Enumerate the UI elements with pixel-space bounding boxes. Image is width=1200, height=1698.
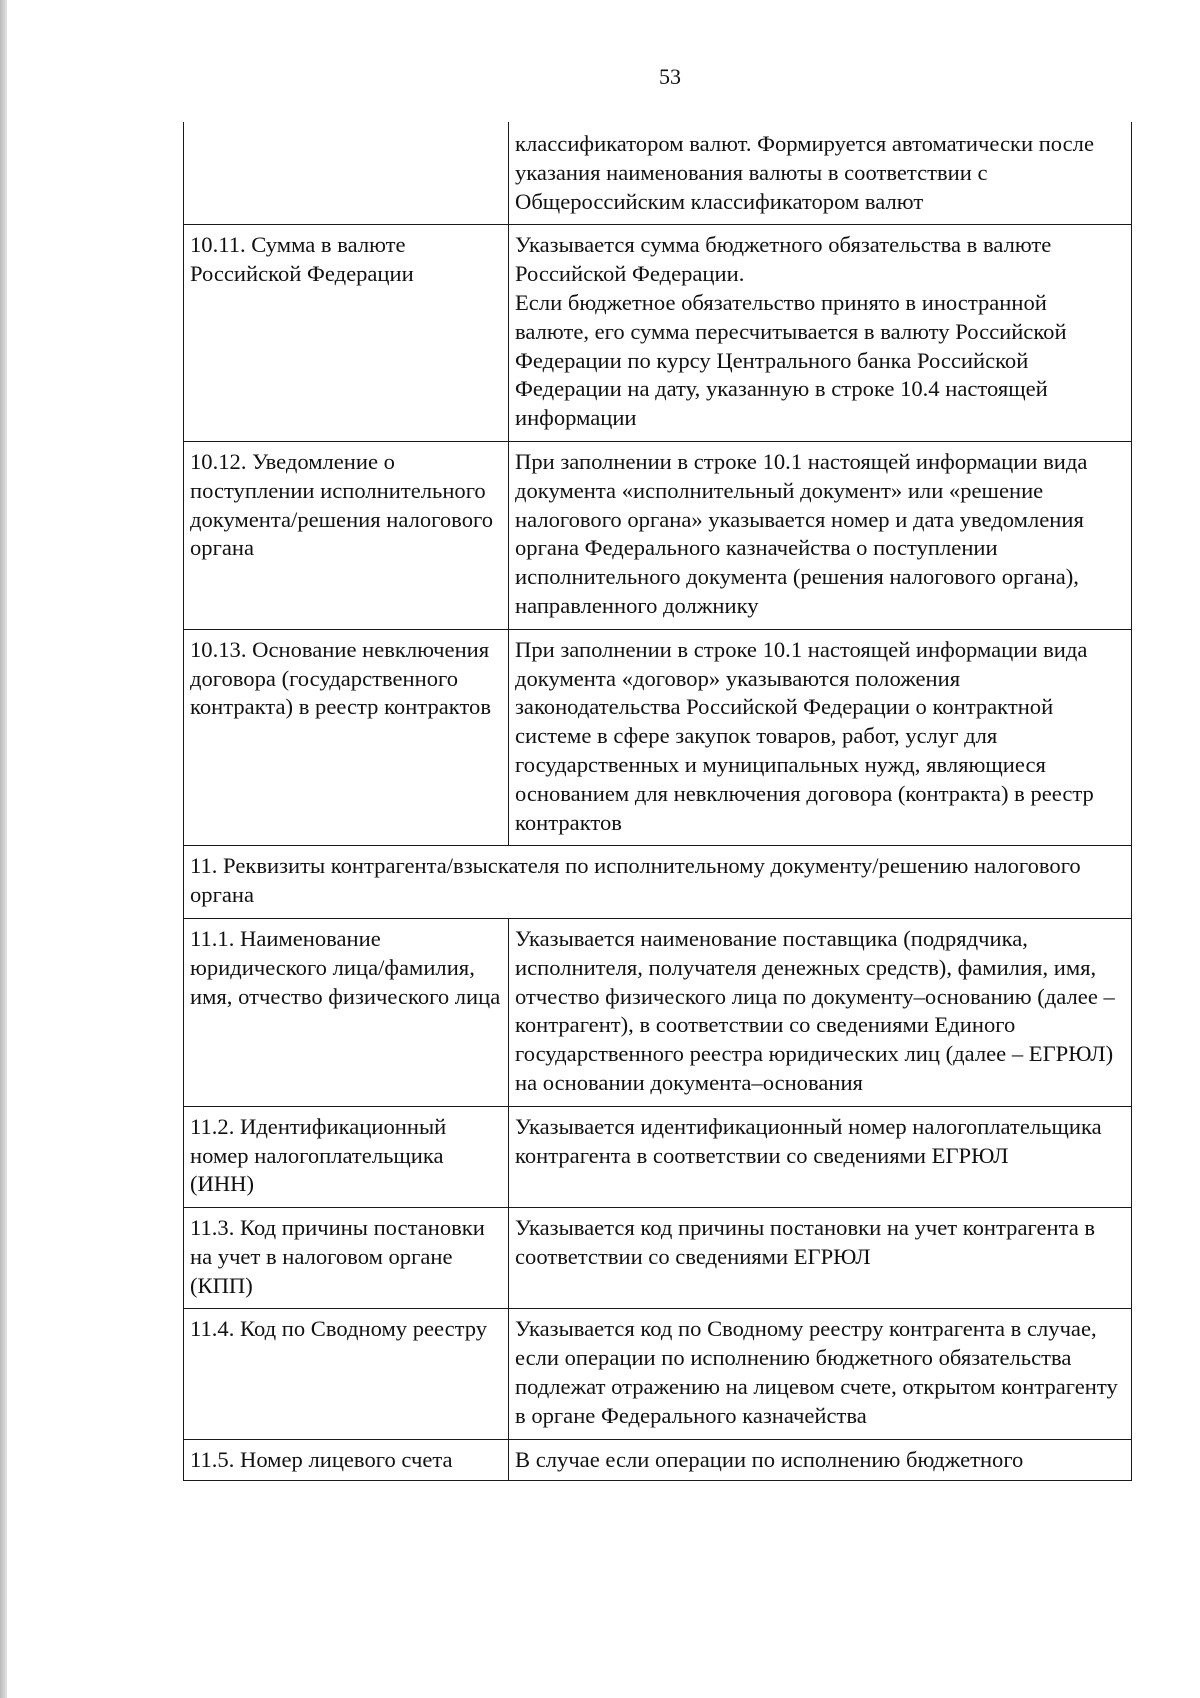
row-description-cell: При заполнении в строке 10.1 настоящей информации вида документа «договор» указываются положения законодательства Российской Федерации о контрактной системе в сфере закупок товаров, работ, услуг для государственных и муниципальных нужд, являющиеся основанием для невключения договора (контракта) в реестр контрактов [509,629,1132,846]
table-row-10-12 [184,441,1132,629]
table-row-10-13 [184,629,1132,846]
section-header-cell: 11. Реквизиты контрагента/взыскателя по исполнительному документу/решению налогового органа [184,846,1132,919]
row-description-cell: При заполнении в строке 10.1 настоящей информации вида документа «исполнительный документ» или «решение налогового органа» указывается номер и дата уведомления органа Федерального казначейства о поступлении исполнительного документа (решения налогового органа), направленного должнику [509,441,1132,629]
row-label-cell: 10.13. Основание невключения договора (государственного контракта) в реестр контрактов [184,629,509,846]
row-label-cell: 11.2. Идентификационный номер налогоплательщика (ИНН) [184,1106,509,1207]
scan-edge-shadow [0,0,7,1698]
table-row-10-11 [184,225,1132,442]
row-description-cell: Указывается код по Сводному реестру контрагента в случае, если операции по исполнению бюджетного обязательства подлежат отражению на лицевом счете, открытом контрагенту в органе Федерального казначейства [509,1309,1132,1439]
table-row-11-5 [184,1439,1132,1481]
row-description-cell: Указывается сумма бюджетного обязательства в валюте Российской Федерации. Если бюджетное обязательство принято в иностранной валюте, его сумма пересчитывается в валюту Российской Федерации по курсу Центрального банка Российской Федерации на дату, указанную в строке 10.4 настоящей информации [509,225,1132,442]
row-description-cell: Указывается идентификационный номер налогоплательщика контрагента в соответствии со сведениями ЕГРЮЛ [509,1106,1132,1207]
row-label-cell [184,122,509,225]
row-label-cell: 11.3. Код причины постановки на учет в налоговом органе (КПП) [184,1208,509,1309]
table-row-11-1 [184,918,1132,1106]
table-row-11-3 [184,1208,1132,1309]
row-label-cell: 11.1. Наименование юридического лица/фамилия, имя, отчество физического лица [184,918,509,1106]
table-row-11-4 [184,1309,1132,1439]
requisites-table [183,122,1132,1481]
row-description-cell: Указывается код причины постановки на учет контрагента в соответствии со сведениями ЕГРЮЛ [509,1208,1132,1309]
page-number: 53 [659,64,681,89]
row-label-cell: 10.11. Сумма в валюте Российской Федерации [184,225,509,442]
row-description-cell: классификатором валют. Формируется автоматически после указания наименования валюты в соответствии с Общероссийским классификатором валют [509,122,1132,225]
row-label-cell: 11.4. Код по Сводному реестру [184,1309,509,1439]
row-description-cell: Указывается наименование поставщика (подрядчика, исполнителя, получателя денежных средств), фамилия, имя, отчество физического лица по документу–основанию (далее – контрагент), в соответствии со сведениями Единого государственного реестра юридических лиц (далее – ЕГРЮЛ) на основании документа–основания [509,918,1132,1106]
section-header-row [184,846,1132,919]
row-label-cell: 10.12. Уведомление о поступлении исполнительного документа/решения налогового органа [184,441,509,629]
table-row-continuation [184,122,1132,225]
row-description-cell: В случае если операции по исполнению бюджетного [509,1439,1132,1481]
row-label-cell: 11.5. Номер лицевого счета [184,1439,509,1481]
table-row-11-2 [184,1106,1132,1207]
